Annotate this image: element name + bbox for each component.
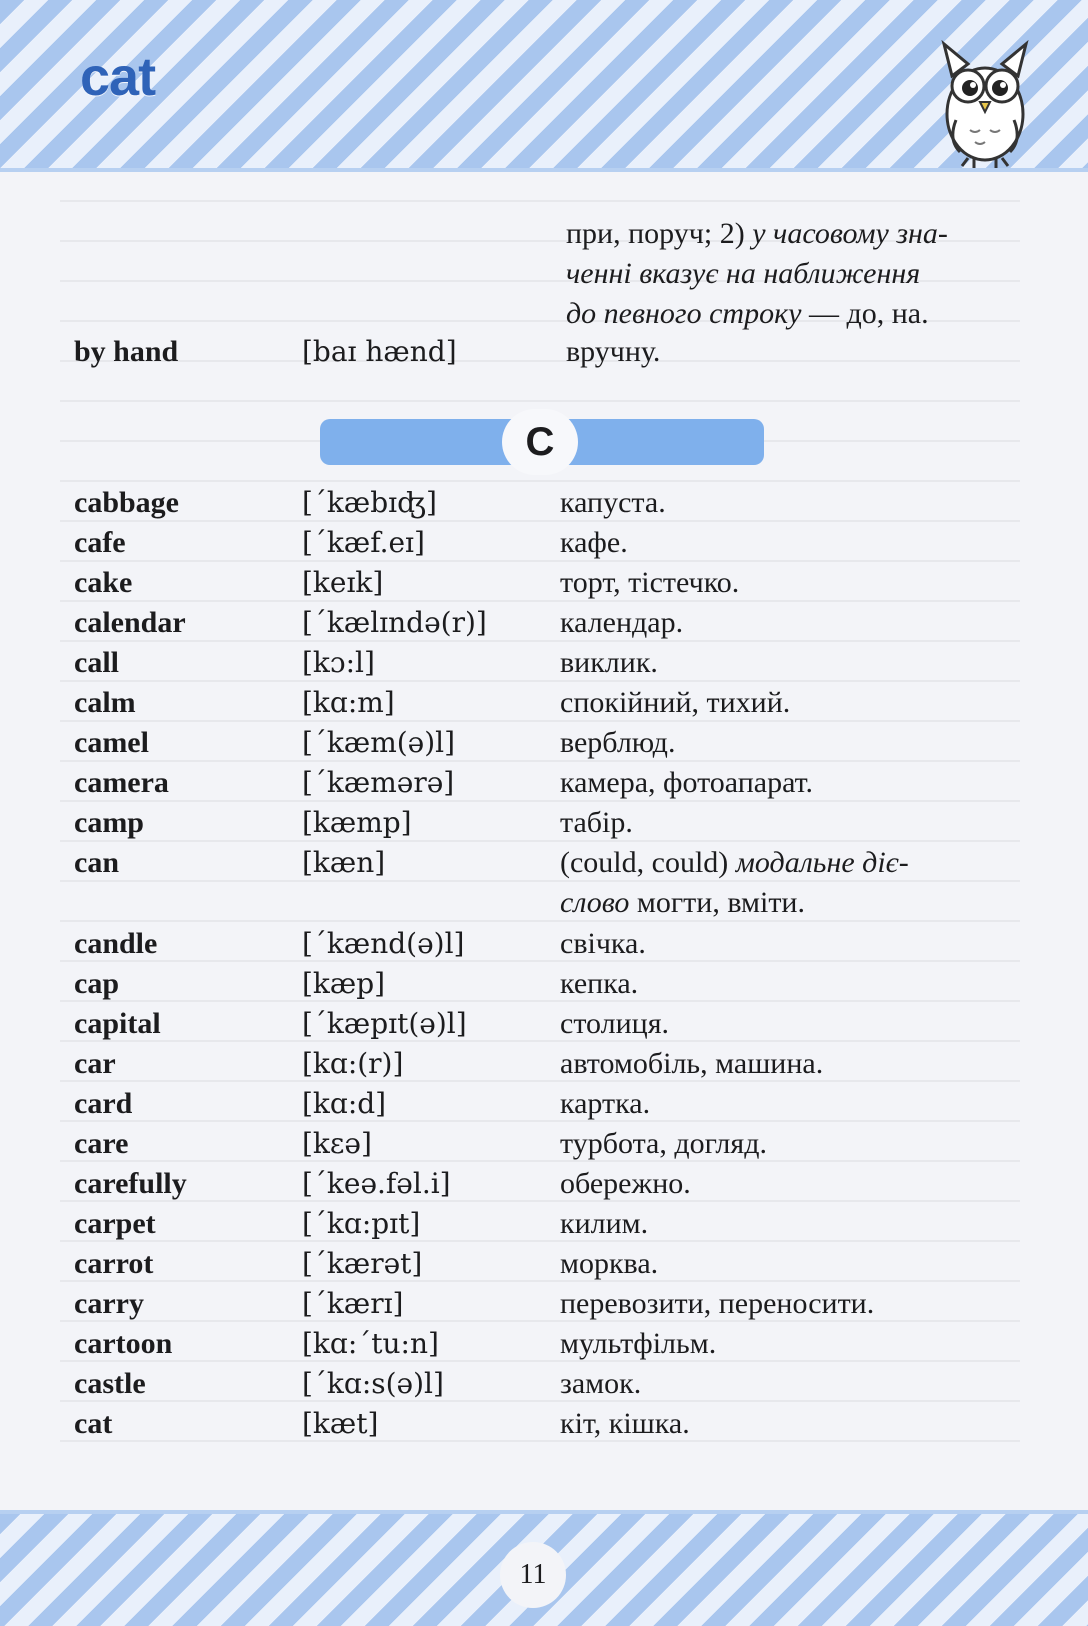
meaning-text: (could, could) (560, 846, 736, 879)
headword: call (74, 646, 119, 679)
meaning: морква. (560, 1247, 659, 1280)
transcription: [keɪk] (302, 566, 384, 599)
headword: carry (74, 1287, 144, 1320)
owl-mascot-icon (930, 30, 1040, 172)
headword: camp (74, 806, 144, 839)
header-stripes (0, 0, 1088, 172)
meaning: табір. (560, 806, 633, 839)
entry-row (0, 603, 1088, 643)
headword: cafe (74, 526, 126, 559)
entry-row (0, 1244, 1088, 1284)
transcription: [kæn] (302, 846, 386, 879)
headword: can (74, 846, 119, 879)
entry-row (0, 683, 1088, 723)
entry-row (0, 643, 1088, 683)
meaning: кіт, кішка. (560, 1407, 690, 1440)
continuation-italic: ченні вказує на наближення (566, 257, 921, 290)
transcription: [kæp] (302, 967, 386, 1000)
entry-row (0, 563, 1088, 603)
continuation-italic: у часовому зна- (752, 217, 948, 250)
headword: candle (74, 927, 158, 960)
meaning: картка. (560, 1087, 651, 1120)
meaning: капуста. (560, 486, 666, 519)
meaning: календар. (560, 606, 684, 639)
meaning: вручну. (566, 335, 661, 368)
headword: cabbage (74, 486, 179, 519)
meaning: килим. (560, 1207, 649, 1240)
headword: capital (74, 1007, 161, 1040)
entry-row (0, 723, 1088, 763)
transcription: [ˊkæmərə] (302, 766, 455, 799)
meaning: спокійний, тихий. (560, 686, 791, 719)
transcription: [ˊkælɪndə(r)] (302, 606, 487, 639)
headword: castle (74, 1367, 146, 1400)
meaning-italic: слово (560, 886, 630, 919)
section-letter: С (525, 420, 555, 464)
headword: card (74, 1087, 133, 1120)
headword: care (74, 1127, 129, 1160)
meaning: свічка. (560, 927, 646, 960)
transcription: [ˊkæbɪʤ] (302, 486, 437, 519)
header-guide-word: cat (80, 47, 156, 107)
meaning: верблюд. (560, 726, 676, 759)
meaning: мультфільм. (560, 1327, 717, 1360)
meaning: столиця. (560, 1007, 670, 1040)
transcription: [kɛə] (302, 1127, 372, 1160)
entry-row (0, 803, 1088, 843)
meaning: кафе. (560, 526, 628, 559)
entry-row (0, 1044, 1088, 1084)
headword: cat (74, 1407, 113, 1440)
entry-row (0, 1324, 1088, 1364)
transcription: [kɑ:m] (302, 686, 395, 719)
transcription: [ˊkɑ:pɪt] (302, 1207, 421, 1240)
headword: camel (74, 726, 149, 759)
transcription: [ˊkæf.eɪ] (302, 526, 425, 559)
entry-row (0, 1164, 1088, 1204)
meaning: автомобіль, машина. (560, 1047, 824, 1080)
entry-row (0, 332, 1088, 372)
headword: calm (74, 686, 136, 719)
transcription: [baɪ hænd] (302, 335, 457, 368)
meaning: перевозити, переносити. (560, 1287, 875, 1320)
entry-row (0, 1124, 1088, 1164)
transcription: [kæmp] (302, 806, 412, 839)
continuation-italic: до певного строку (566, 297, 802, 330)
continuation-text: — до, на. (801, 297, 929, 330)
entry-row (0, 483, 1088, 523)
page-number: 11 (519, 1559, 547, 1590)
headword: cap (74, 967, 119, 1000)
entry-row (0, 1004, 1088, 1044)
meaning: обережно. (560, 1167, 691, 1200)
entry-row (0, 523, 1088, 563)
headword: by hand (74, 335, 179, 368)
entry-row (0, 1284, 1088, 1324)
entry-row (0, 1404, 1088, 1444)
continuation-text: при, поруч; 2) (566, 217, 753, 250)
transcription: [ˊkærət] (302, 1247, 423, 1280)
headword: car (74, 1047, 116, 1080)
headword: carrot (74, 1247, 154, 1280)
transcription: [kɑ:ˊtu:n] (302, 1327, 439, 1360)
meaning: кепка. (560, 967, 639, 1000)
meaning: турбота, догляд. (560, 1127, 767, 1160)
meaning: виклик. (560, 646, 658, 679)
headword: carefully (74, 1167, 187, 1200)
entry-row (0, 843, 1088, 923)
headword: cake (74, 566, 133, 599)
entry-row (0, 1204, 1088, 1244)
headword: carpet (74, 1207, 156, 1240)
meaning: замок. (560, 1367, 642, 1400)
entry-row (0, 924, 1088, 964)
meaning (560, 843, 909, 883)
transcription: [ˊkæm(ə)l] (302, 726, 456, 759)
entry-row (0, 1084, 1088, 1124)
entry-row (0, 763, 1088, 803)
entry-row (0, 964, 1088, 1004)
transcription: [kɔ:l] (302, 646, 375, 679)
headword: camera (74, 766, 169, 799)
previous-entry-continuation (566, 214, 1006, 334)
headword: cartoon (74, 1327, 173, 1360)
meaning-italic: модальне діє- (735, 846, 909, 879)
meaning (560, 883, 805, 923)
headword: calendar (74, 606, 186, 639)
transcription: [kɑ:d] (302, 1087, 387, 1120)
transcription: [ˊkeə.fəl.i] (302, 1167, 451, 1200)
meaning: торт, тістечко. (560, 566, 740, 599)
transcription: [kɑ:(r)] (302, 1047, 404, 1080)
transcription: [kæt] (302, 1407, 379, 1440)
meaning: камера, фотоапарат. (560, 766, 813, 799)
transcription: [ˊkærɪ] (302, 1287, 404, 1320)
transcription: [ˊkɑ:s(ə)l] (302, 1367, 444, 1400)
transcription: [ˊkænd(ə)l] (302, 927, 465, 960)
transcription: [ˊkæpɪt(ə)l] (302, 1007, 467, 1040)
meaning-text: могти, вміти. (629, 886, 805, 919)
entry-row (0, 1364, 1088, 1404)
